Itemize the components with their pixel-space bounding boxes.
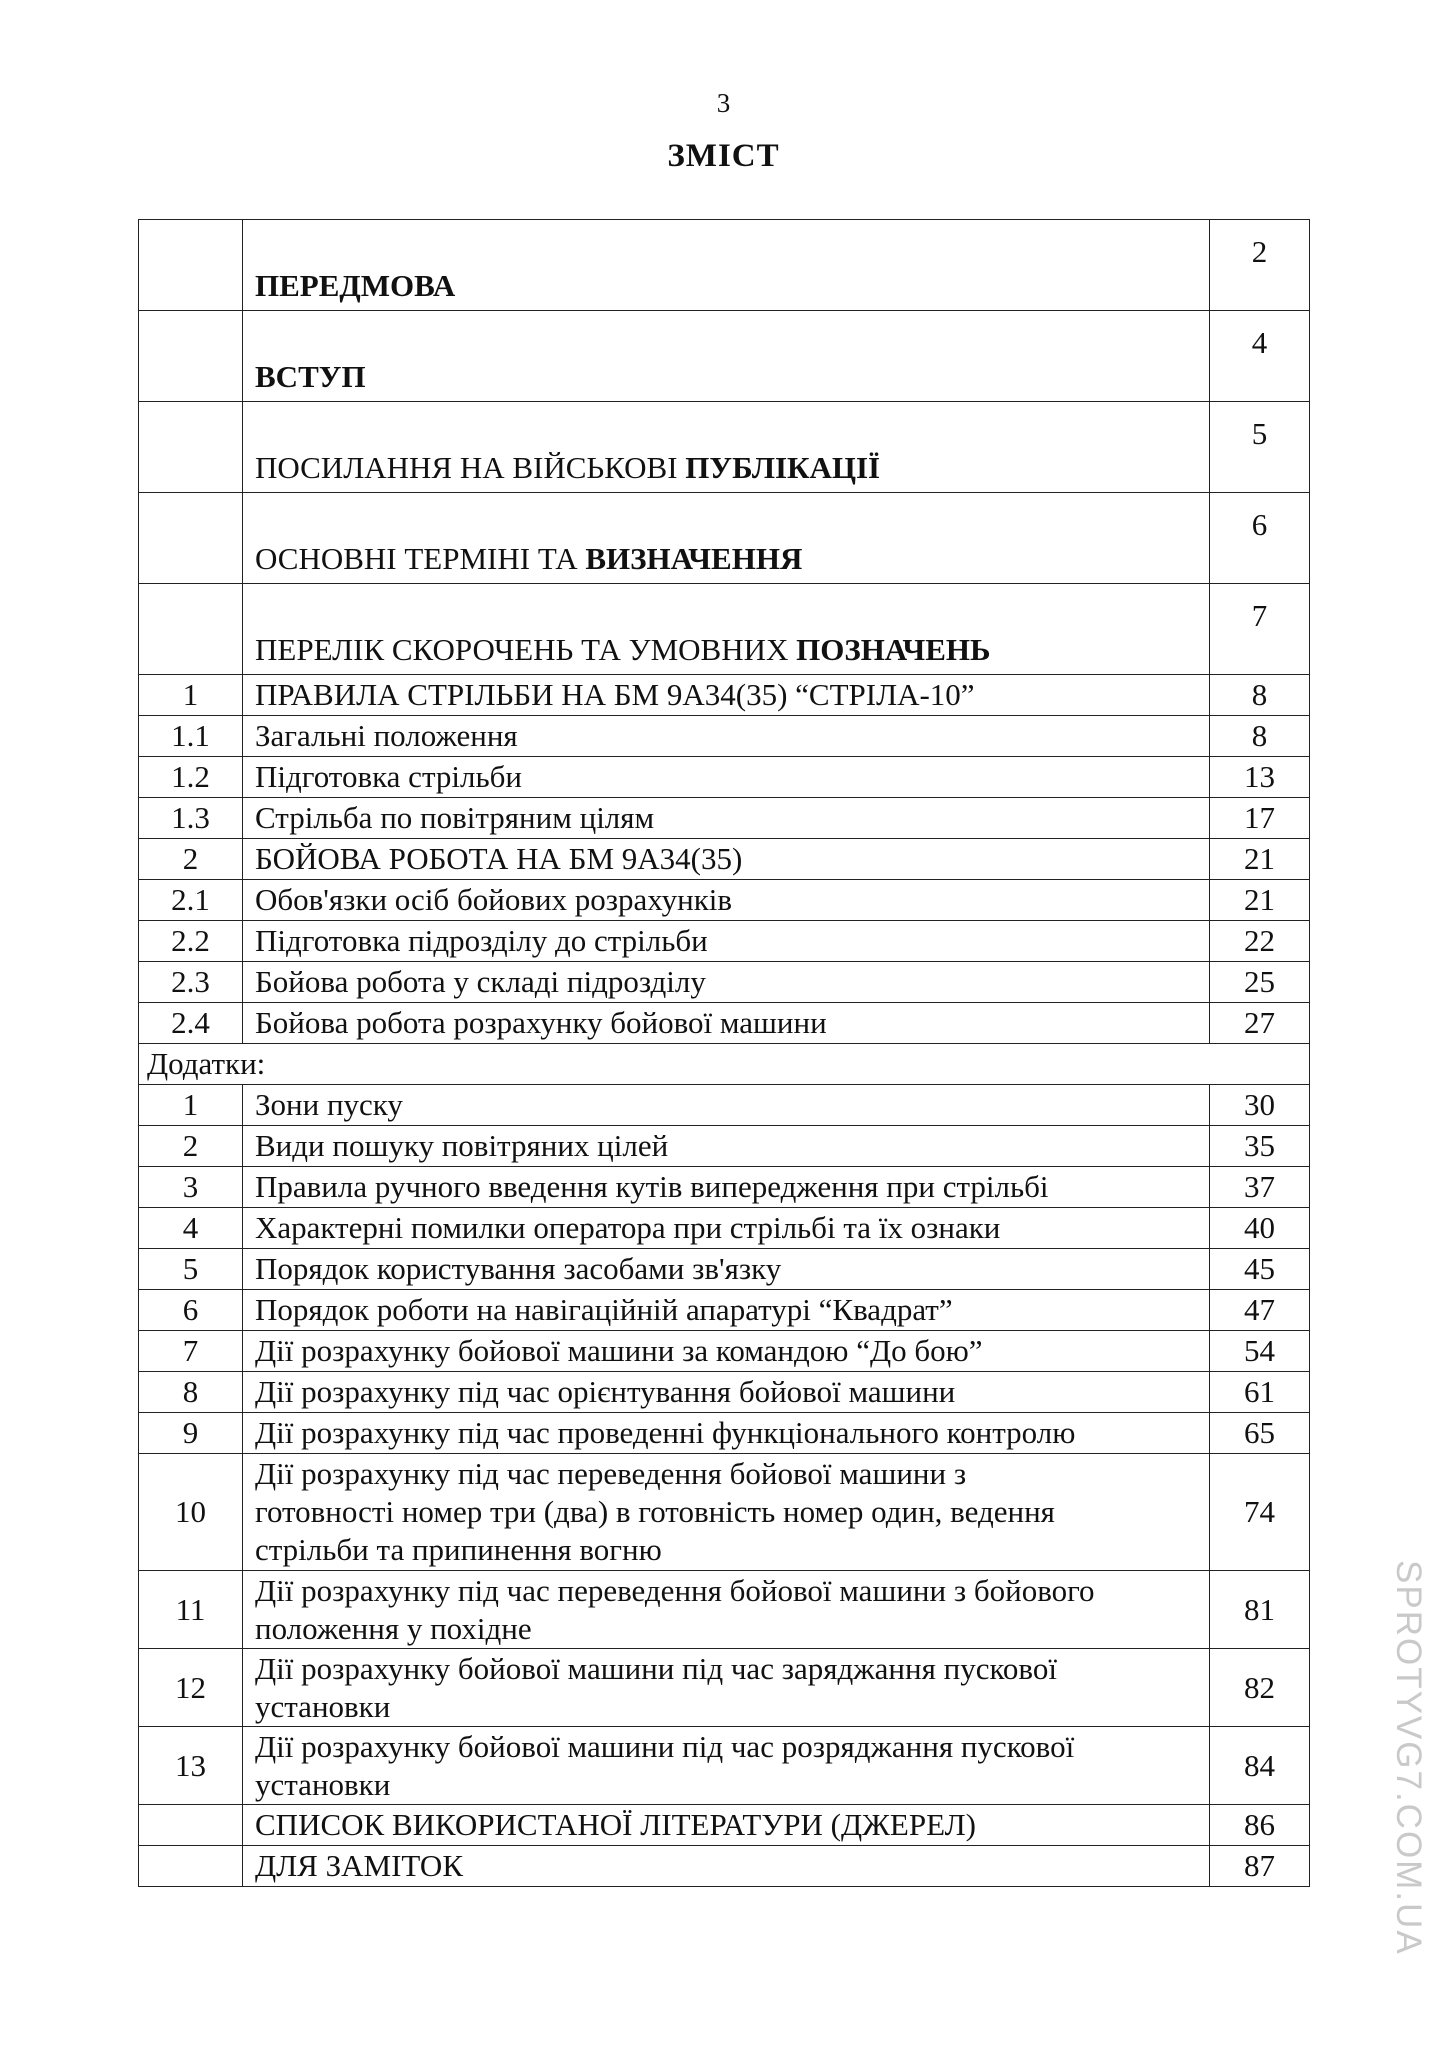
toc-number: 1 [139,1085,243,1126]
toc-page-number: 47 [1210,1290,1310,1331]
watermark: SPROTYVG7.COM.UA [1389,1560,1428,1956]
toc-row-appendix [139,1727,1310,1805]
toc-row-section [139,839,1310,880]
toc-entry-title: Дії розрахунку під час переведення бойової машини з готовності номер три (два) в готовність номер один, ведення стрільби та припинення вогню [243,1454,1210,1571]
toc-entry-title: Дії розрахунку під час проведенні функціонального контролю [243,1413,1210,1454]
toc-entry-title: Характерні помилки оператора при стрільбі та їх ознаки [243,1208,1210,1249]
toc-number: 1 [139,675,243,716]
toc-page-number: 45 [1210,1249,1310,1290]
toc-row-section [139,921,1310,962]
toc-page-number: 30 [1210,1085,1310,1126]
toc-row-front-matter [139,493,1310,584]
toc-entry-title: ДЛЯ ЗАМІТОК [243,1846,1210,1887]
toc-row-appendix [139,1249,1310,1290]
toc-row-appendix [139,1454,1310,1571]
toc-number: 2.2 [139,921,243,962]
toc-row-appendix [139,1413,1310,1454]
toc-number: 5 [139,1249,243,1290]
toc-row-back-matter [139,1846,1310,1887]
toc-entry-title: ВСТУП [243,311,1210,402]
toc-entry-title: Зони пуску [243,1085,1210,1126]
toc-page-number: 17 [1210,798,1310,839]
toc-row-back-matter [139,1805,1310,1846]
toc-number: 1.2 [139,757,243,798]
toc-page-number: 82 [1210,1649,1310,1727]
toc-page-number: 4 [1210,311,1310,402]
toc-entry-title: Види пошуку повітряних цілей [243,1126,1210,1167]
toc-number: 7 [139,1331,243,1372]
toc-number: 2 [139,839,243,880]
toc-row-section [139,716,1310,757]
toc-row-appendix [139,1085,1310,1126]
toc-row-section [139,757,1310,798]
toc-entry-title: Дії розрахунку бойової машини під час заряджання пускової установки [243,1649,1210,1727]
toc-entry-title: ПОСИЛАННЯ НА ВІЙСЬКОВІ ПУБЛІКАЦІЇ [243,402,1210,493]
toc-number [139,1846,243,1887]
toc-entry-title: Підготовка стрільби [243,757,1210,798]
toc-entry-title: Порядок роботи на навігаційній апаратурі “Квадрат” [243,1290,1210,1331]
toc-entry-title: Дії розрахунку під час орієнтування бойової машини [243,1372,1210,1413]
toc-page-number: 40 [1210,1208,1310,1249]
toc-number: 1.1 [139,716,243,757]
toc-row-front-matter [139,584,1310,675]
toc-row-appendix [139,1290,1310,1331]
toc-number: 3 [139,1167,243,1208]
toc-page-number: 27 [1210,1003,1310,1044]
toc-number: 2.1 [139,880,243,921]
toc-row-appendix [139,1167,1310,1208]
toc-entry-title: ОСНОВНІ ТЕРМІНІ ТА ВИЗНАЧЕННЯ [243,493,1210,584]
toc-entry-title: Стрільба по повітряним цілям [243,798,1210,839]
toc-row-front-matter [139,311,1310,402]
toc-entry-title: Дії розрахунку бойової машини під час розряджання пускової установки [243,1727,1210,1805]
toc-page-number: 8 [1210,716,1310,757]
toc-number: 2 [139,1126,243,1167]
toc-number: 9 [139,1413,243,1454]
toc-number [139,1805,243,1846]
toc-number: 4 [139,1208,243,1249]
toc-number: 6 [139,1290,243,1331]
toc-number [139,493,243,584]
toc-page-number: 2 [1210,220,1310,311]
toc-entry-title: Бойова робота розрахунку бойової машини [243,1003,1210,1044]
toc-entry-title: ПЕРЕДМОВА [243,220,1210,311]
toc-row-appendix [139,1571,1310,1649]
toc-number [139,311,243,402]
toc-row-section [139,1003,1310,1044]
toc-number: 11 [139,1571,243,1649]
toc-row-section [139,962,1310,1003]
toc-number: 10 [139,1454,243,1571]
toc-row-appendix [139,1208,1310,1249]
toc-page-number: 81 [1210,1571,1310,1649]
toc-row-front-matter [139,220,1310,311]
toc-page-number: 37 [1210,1167,1310,1208]
toc-page-number: 25 [1210,962,1310,1003]
toc-number: 13 [139,1727,243,1805]
toc-entry-title: Дії розрахунку під час переведення бойової машини з бойового положення у похідне [243,1571,1210,1649]
toc-number: 1.3 [139,798,243,839]
table-of-contents [138,219,1310,1887]
toc-entry-title: ПРАВИЛА СТРІЛЬБИ НА БМ 9А34(35) “СТРІЛА-10” [243,675,1210,716]
toc-row-section [139,798,1310,839]
toc-page-number: 54 [1210,1331,1310,1372]
toc-entry-title: Правила ручного введення кутів випередження при стрільбі [243,1167,1210,1208]
page-title: ЗМІСТ [667,138,780,174]
toc-page-number: 86 [1210,1805,1310,1846]
toc-row-appendix [139,1331,1310,1372]
appendix-label: Додатки: [139,1044,1310,1085]
toc-number [139,584,243,675]
toc-row-front-matter [139,402,1310,493]
toc-entry-title: Обов'язки осіб бойових розрахунків [243,880,1210,921]
toc-row-appendix [139,1372,1310,1413]
toc-row-section [139,880,1310,921]
toc-page-number: 35 [1210,1126,1310,1167]
toc-number [139,402,243,493]
toc-number: 12 [139,1649,243,1727]
toc-entry-title: ПЕРЕЛІК СКОРОЧЕНЬ ТА УМОВНИХ ПОЗНАЧЕНЬ [243,584,1210,675]
toc-row-section [139,675,1310,716]
toc-row-appendix-label [139,1044,1310,1085]
toc-number [139,220,243,311]
toc-page-number: 74 [1210,1454,1310,1571]
toc-page-number: 7 [1210,584,1310,675]
toc-page-number: 65 [1210,1413,1310,1454]
toc-page-number: 8 [1210,675,1310,716]
toc-number: 2.3 [139,962,243,1003]
toc-page-number: 22 [1210,921,1310,962]
toc-page-number: 5 [1210,402,1310,493]
toc-page-number: 61 [1210,1372,1310,1413]
toc-page-number: 21 [1210,880,1310,921]
toc-entry-title: Дії розрахунку бойової машини за командою “До бою” [243,1331,1210,1372]
toc-entry-title: Загальні положення [243,716,1210,757]
toc-page-number: 21 [1210,839,1310,880]
toc-row-appendix [139,1649,1310,1727]
toc-number: 2.4 [139,1003,243,1044]
toc-number: 8 [139,1372,243,1413]
toc-entry-title: БОЙОВА РОБОТА НА БМ 9А34(35) [243,839,1210,880]
toc-entry-title: СПИСОК ВИКОРИСТАНОЇ ЛІТЕРАТУРИ (ДЖЕРЕЛ) [243,1805,1210,1846]
toc-row-appendix [139,1126,1310,1167]
toc-page-number: 84 [1210,1727,1310,1805]
toc-entry-title: Порядок користування засобами зв'язку [243,1249,1210,1290]
toc-page-number: 87 [1210,1846,1310,1887]
toc-page-number: 13 [1210,757,1310,798]
page-number: 3 [716,88,731,118]
toc-entry-title: Бойова робота у складі підрозділу [243,962,1210,1003]
toc-entry-title: Підготовка підрозділу до стрільби [243,921,1210,962]
toc-page-number: 6 [1210,493,1310,584]
